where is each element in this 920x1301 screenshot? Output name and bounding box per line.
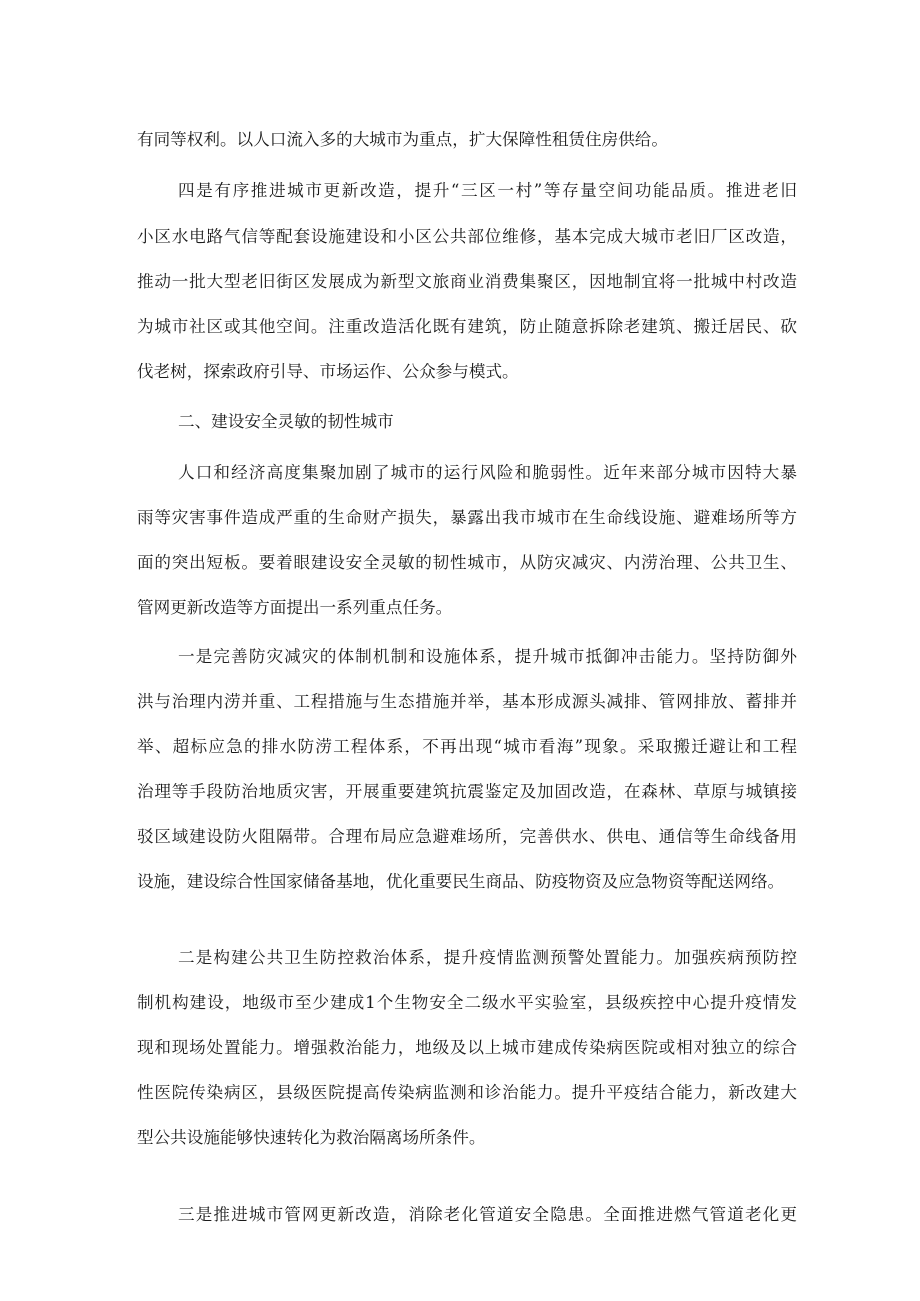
text-line: 性医院传染病区，县级医院提高传染病监测和诊治能力。提升平疫结合能力，新改建大 bbox=[137, 1083, 797, 1102]
text-line: 推动一批大型老旧街区发展成为新型文旅商业消费集聚区，因地制宜将一批城中村改造 bbox=[137, 272, 797, 291]
text-line: 治理等手段防治地质灾害，开展重要建筑抗震鉴定及加固改造，在森林、草原与城镇接 bbox=[137, 782, 797, 801]
text-line: 四是有序推进城市更新改造，提升“三区一村”等存量空间功能品质。推进老旧 bbox=[178, 181, 797, 200]
text-line: 为城市社区或其他空间。注重改造活化既有建筑，防止随意拆除老建筑、搬迁居民、砍 bbox=[137, 317, 797, 336]
text-line: 面的突出短板。要着眼建设安全灵敏的韧性城市，从防灾减灾、内涝治理、公共卫生、 bbox=[137, 553, 797, 572]
text-line: 雨等灾害事件造成严重的生命财产损失，暴露出我市城市在生命线设施、避难场所等方 bbox=[137, 508, 797, 527]
text-line: 伐老树，探索政府引导、市场运作、公众参与模式。 bbox=[137, 362, 519, 381]
text-line: 驳区域建设防火阻隔带。合理布局应急避难场所，完善供水、供电、通信等生命线备用 bbox=[137, 827, 797, 846]
text-line: 制机构建设，地级市至少建成1个生物安全二级水平实验室，县级疾控中心提升疫情发 bbox=[137, 993, 797, 1012]
text-line: 人口和经济高度集聚加剧了城市的运行风险和脆弱性。近年来部分城市因特大暴 bbox=[178, 463, 797, 482]
text-line: 一是完善防灾减灾的体制机制和设施体系，提升城市抵御冲击能力。坚持防御外 bbox=[178, 647, 797, 666]
text-line: 型公共设施能够快速转化为救治隔离场所条件。 bbox=[137, 1128, 486, 1147]
text-line: 有同等权利。以人口流入多的大城市为重点，扩大保障性租赁住房供给。 bbox=[137, 130, 668, 149]
text-line: 三是推进城市管网更新改造，消除老化管道安全隐患。全面推进燃气管道老化更 bbox=[178, 1205, 797, 1224]
text-line: 洪与治理内涝并重、工程措施与生态措施并举，基本形成源头减排、管网排放、蓄排并 bbox=[137, 692, 797, 711]
text-line: 小区水电路气信等配套设施建设和小区公共部位维修，基本完成大城市老旧厂区改造， bbox=[137, 227, 797, 246]
text-line: 举、超标应急的排水防涝工程体系，不再出现“城市看海”现象。采取搬迁避让和工程 bbox=[137, 737, 797, 756]
text-line: 二是构建公共卫生防控救治体系，提升疫情监测预警处置能力。加强疾病预防控 bbox=[178, 948, 797, 967]
text-line: 管网更新改造等方面提出一系列重点任务。 bbox=[137, 598, 453, 617]
text-line: 现和现场处置能力。增强救治能力，地级及以上城市建成传染病医院或相对独立的综合 bbox=[137, 1038, 797, 1057]
text-line: 设施，建设综合性国家储备基地，优化重要民生商品、防疫物资及应急物资等配送网络。 bbox=[137, 872, 785, 891]
section-heading: 二、建设安全灵敏的韧性城市 bbox=[178, 412, 394, 431]
